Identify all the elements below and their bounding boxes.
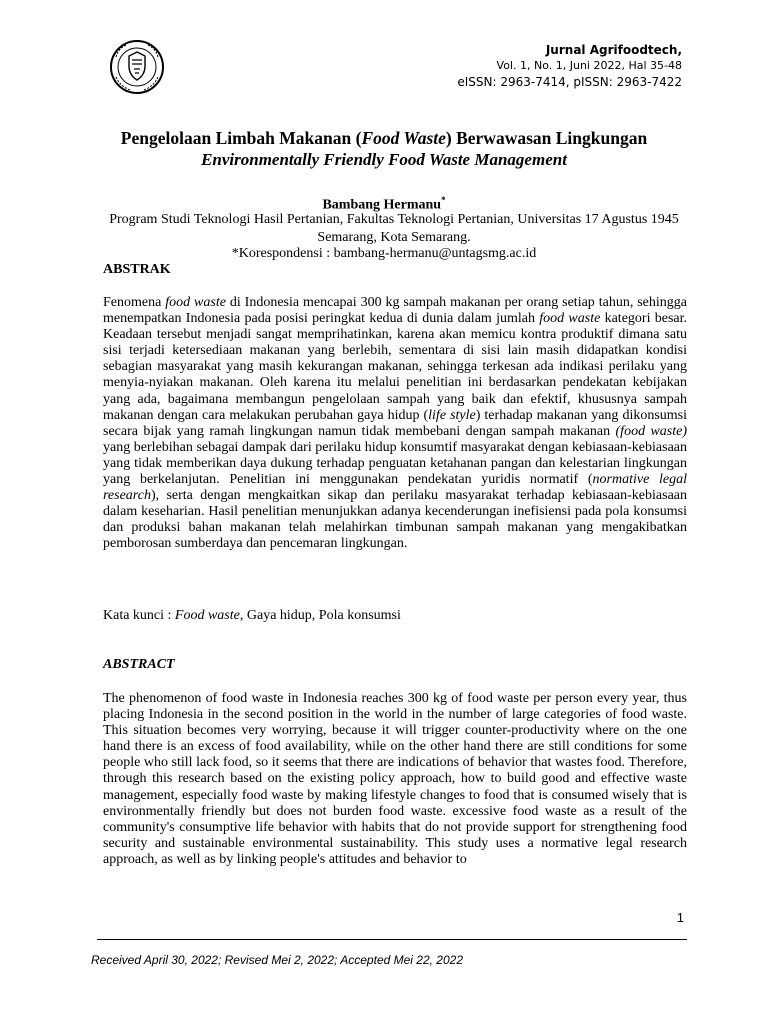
abstrak-italic-term: food waste: [165, 295, 226, 310]
abstrak-text-run: di Indonesia mencapai 300 kg sampah makanan per orang setiap tahun, sehingga menempatkan Indonesia pada posisi peringkat kedua di dunia dalam jumlah: [103, 295, 688, 327]
title-post: ) Berwawasan Lingkungan: [445, 128, 648, 148]
paper-subtitle: Environmentally Friendly Food Waste Management: [201, 150, 567, 169]
author-name-text: Bambang Hermanu: [322, 197, 442, 213]
title-italic: Food Waste: [361, 128, 446, 148]
author-affiliation: Program Studi Teknologi Hasil Pertanian, Fakultas Teknologi Pertanian, Universitas 17 Agustus 1945 Semarang, Kota Semarang.: [109, 212, 679, 245]
keywords-label: Kata kunci :: [103, 608, 175, 623]
keywords: [103, 608, 401, 624]
correspondence: *Korespondensi : bambang-hermanu@untagsmg.ac.id: [231, 246, 537, 261]
abstrak-italic-term: (food waste): [615, 423, 688, 439]
university-seal-icon: [104, 39, 170, 95]
footer-divider: [97, 939, 687, 940]
title-pre: Pengelolaan Limbah Makanan (: [120, 128, 362, 148]
page-number: 1: [676, 910, 684, 925]
abstract-heading: ABSTRACT: [103, 657, 175, 672]
abstrak-italic-term: food waste: [539, 311, 601, 327]
keywords-rest: , Gaya hidup, Pola konsumsi: [239, 608, 401, 623]
abstrak-heading: ABSTRAK: [103, 262, 171, 277]
abstrak-italic-term: normative legal research: [103, 472, 688, 504]
journal-issn: eISSN: 2963-7414, pISSN: 2963-7422: [457, 75, 682, 89]
abstrak-text-run: ), serta dengan mengkaitkan sikap dan perilaku masyarakat terhadap kebiasaan-kebiasaan dalam keseharian. Hasil penelitian menunjukkan adanya kecenderungan inefisiensi pada pola konsumsi dan produksi bahan makanan telah melahirkan timbunan sampah makanan yang mengakibatkan pemborosan sumberdaya dan pencemaran lingkungan.: [103, 488, 687, 552]
abstract-body: The phenomenon of food waste in Indonesia reaches 300 kg of food waste per person every year, thus placing Indonesia in the second position in the world in the number of large categories of food waste. This situation becomes very worrying, because it will trigger counter-productivity where on the one hand there is an excess of food availability, while on the other hand there are still conditions for some people who still lack food, so it seems that there are indications of behavior that wastes food. Therefore, through this research based on the existing policy approach, how to build good and effective waste management, especially food waste by making lifestyle changes to food that is consumed wisely that is environmentally friendly but does not burden food waste. excessive food waste as a result of the community's consumptive life behavior with habits that do not provide support for strengthening food security and sustainable environmental sustainability. This study uses a normative legal research approach, as well as by linking people's attitudes and behavior to: [103, 691, 687, 867]
abstrak-text-run: ) terhadap makanan yang dikonsumsi secara bijak yang ramah lingkungan namun tidak membebani dengan sampah makanan: [103, 407, 688, 439]
abstrak-text-run: Fenomena: [103, 295, 166, 310]
keywords-first: Food waste: [174, 608, 240, 623]
abstrak-body: [103, 295, 687, 553]
paper-title: [0, 128, 768, 149]
author-mark: *: [441, 195, 446, 205]
abstrak-text-run: kategori besar. Keadaan tersebut menjadi sangat memprihatinkan, karena akan memicu kontra produktif dimana satu sisi terjadi ketersediaan makanan yang berlebih, sementara di sisi lain masih didapatkan kondisi sebagian masyarakat yang masih kekurangan makanan, sehingga terkesan ada indikasi perilaku yang menyia-nyiakan makanan. Oleh karena itu melalui penelitian ini berdasarkan pendekatan kebijakan yang ada, bagaimana membangun pengelolaan sampah yang baik dan efektif, khususnya sampah makanan dengan cara melakukan perubahan gaya hidup (: [103, 311, 688, 423]
journal-name: Jurnal Agrifoodtech,: [545, 43, 682, 57]
abstrak-italic-term: life style: [428, 407, 476, 423]
footer-dates: Received April 30, 2022; Revised Mei 2, 2022; Accepted Mei 22, 2022: [91, 953, 463, 967]
journal-volume: Vol. 1, No. 1, Juni 2022, Hal 35-48: [496, 59, 682, 72]
abstrak-text-run: yang berlebihan sebagai dampak dari perilaku hidup konsumtif masyarakat dengan kebiasaan-kebiasaan yang tidak memberikan daya dukung terhadap penguatan ketahanan pangan dan kelestarian lingkungan yang berkelanjutan. Penelitian ini menggunakan pendekatan yuridis normatif (: [103, 439, 687, 488]
journal-info: [457, 42, 682, 90]
